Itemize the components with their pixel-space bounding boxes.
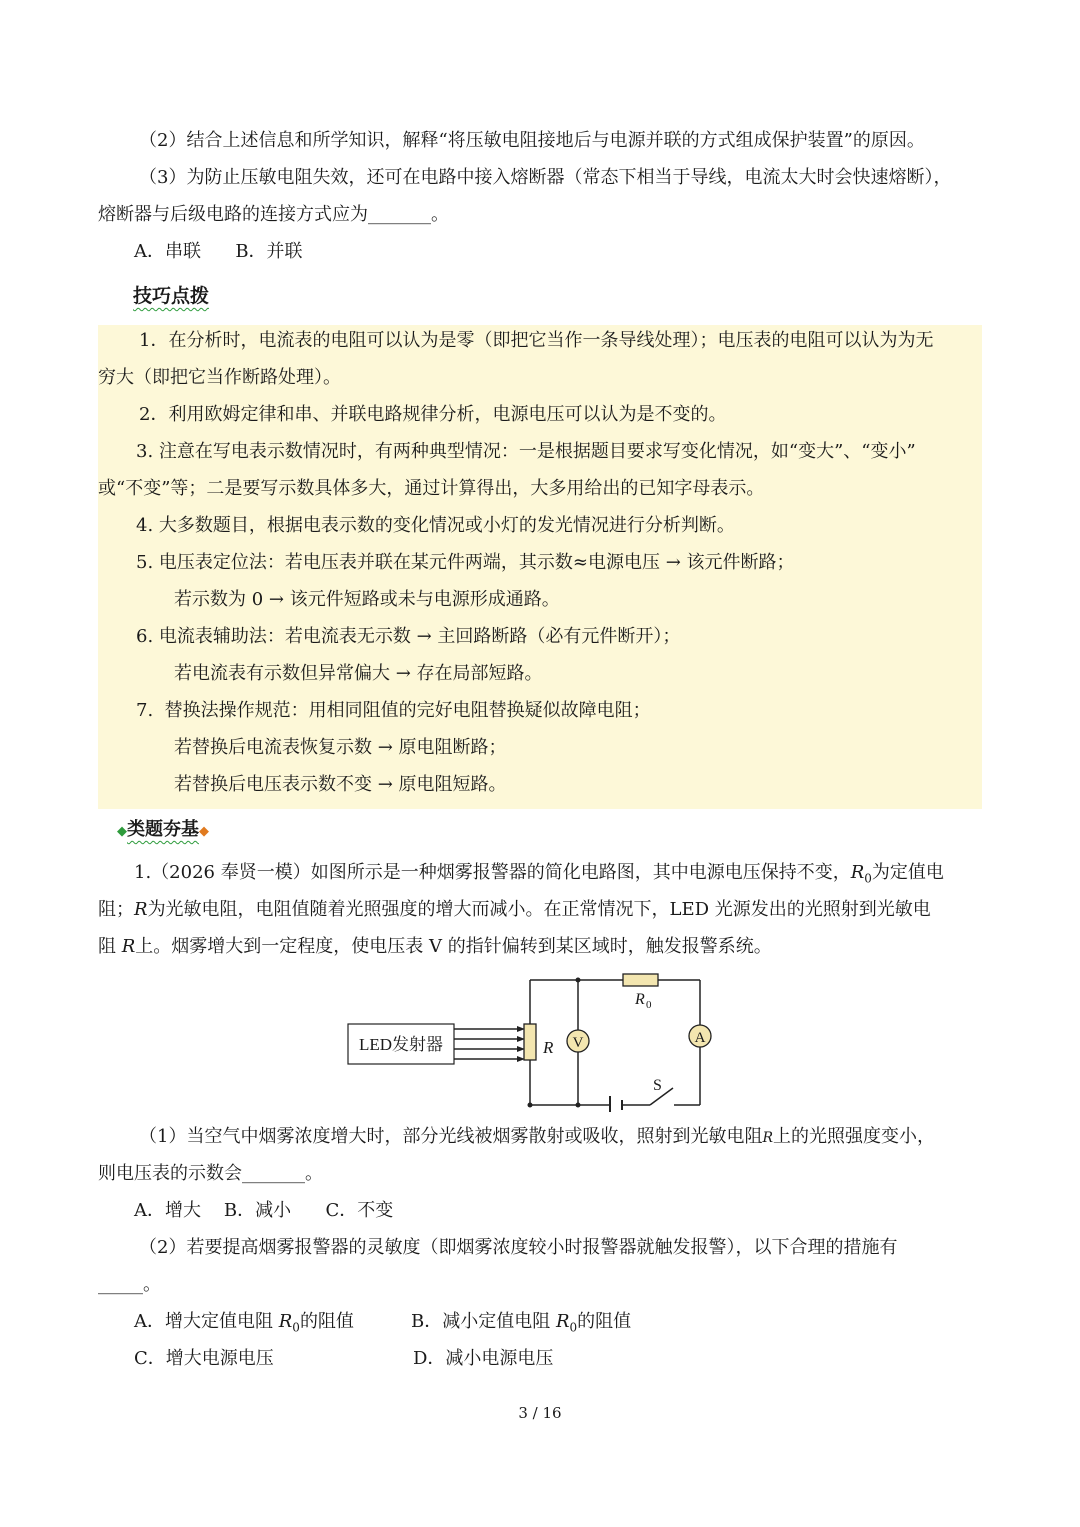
tip-7-cont-1: 若替换后电流表恢复示数 → 原电阻断路； [174,737,507,758]
tip-7-cont-2: 若替换后电压表示数不变 → 原电阻短路。 [174,774,507,795]
question-1-line-2: 阻；R为光敏电阻，电阻值随着光照强度的增大而减小。在正常情况下，LED 光源发出的光照射到光敏电 [98,899,931,920]
tip-5-cont: 若示数为 0 → 该元件短路或未与电源形成通路。 [174,589,560,610]
practice-heading: ◆类题夯基◆ [117,819,209,840]
question-1-part-1-cont: 则电压表的示数会_______。 [98,1163,323,1184]
tip-1-cont: 穷大（即把它当作断路处理）。 [98,367,341,388]
question-1-part-1: （1）当空气中烟雾浓度增大时，部分光线被烟雾散射或吸收，照射到光敏电阻R上的光照强度变小， [139,1126,935,1147]
question-1-part-2-blank: _____。 [98,1274,161,1295]
option-d: D．减小电源电压 [413,1348,554,1369]
tip-4: 4. 大多数题目，根据电表示数的变化情况或小灯的发光情况进行分析判断。 [136,515,735,536]
tip-6: 6. 电流表辅助法：若电流表无示数 → 主回路断路（必有元件断开）； [136,626,681,647]
diamond-left-icon: ◆ [117,824,127,839]
question-part-3-options: A．串联 B．并联 [134,241,303,262]
question-part-3: （3）为防止压敏电阻失效，还可在电路中接入熔断器（常态下相当于导线，电流太大时会快速熔断）， [139,167,952,188]
option-c: C．增大电源电压 [134,1348,274,1369]
tips-heading: 技巧点拨 [133,285,210,307]
tip-5: 5. 电压表定位法：若电压表并联在某元件两端，其示数≈电源电压 → 该元件断路； [136,552,795,573]
tip-3: 3. 注意在写电表示数情况时，有两种典型情况：一是根据题目要求写变化情况，如“变大”、“变小” [136,441,916,462]
led-label: LED发射器 [358,1035,444,1054]
switch-label: S [653,1077,662,1094]
r0-label: R [635,991,645,1008]
question-1-line-3: 阻 R上。烟雾增大到一定程度，使电压表 V 的指针偏转到某区域时，触发报警系统。 [98,936,772,957]
page-number: 3 / 16 [518,1404,562,1422]
tip-2: 2．利用欧姆定律和串、并联电路规律分析，电源电压可以认为是不变的。 [139,404,727,425]
question-1-line-1: 1.（2026 奉贤一模）如图所示是一种烟雾报警器的简化电路图，其中电源电压保持不变，$R_0$为定值电 [134,862,944,886]
photoresistor [524,1024,536,1060]
tip-7: 7. 替换法操作规范：用相同阻值的完好电阻替换疑似故障电阻； [136,700,651,721]
question-part-2: （2）结合上述信息和所学知识，解释“将压敏电阻接地后与电源并联的方式组成保护装置”的原因。 [139,130,925,151]
option-b: B．减小定值电阻 $R_0$的阻值 [411,1311,632,1335]
fixed-resistor [623,974,658,986]
question-part-3-cont: 熔断器与后级电路的连接方式应为_______。 [98,204,449,225]
tip-1: 1．在分析时，电流表的电阻可以认为是零（即把它当作一条导线处理）；电压表的电阻可以认为为无 [139,330,934,351]
r-label: R [543,1038,554,1057]
diamond-right-icon: ◆ [199,824,209,839]
r0-subscript: 0 [646,999,652,1011]
tip-6-cont: 若电流表有示数但异常偏大 → 存在局部短路。 [174,663,543,684]
circuit-diagram [340,972,720,1112]
question-1-part-2: （2）若要提高烟雾报警器的灵敏度（即烟雾浓度较小时报警器就触发报警），以下合理的措施有 [139,1237,898,1258]
voltmeter-label: V [572,1035,584,1051]
question-1-part-1-options: A．增大 B．减小 C．不变 [134,1200,394,1221]
tip-3-cont: 或“不变”等；二是要写示数具体多大，通过计算得出，大多用给出的已知字母表示。 [98,478,765,499]
option-a: A．增大定值电阻 $R_0$的阻值 [134,1311,354,1335]
ammeter-label: A [694,1030,706,1046]
